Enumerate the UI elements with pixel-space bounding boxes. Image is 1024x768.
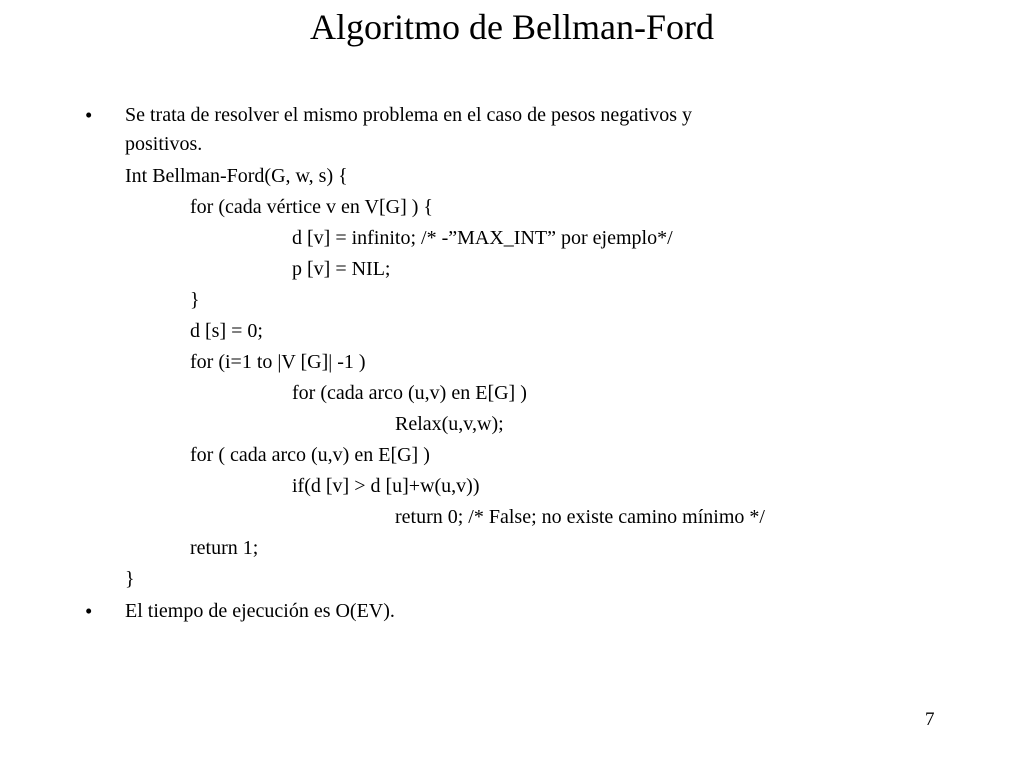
code-line: Relax(u,v,w); xyxy=(395,413,504,435)
bullet-marker: • xyxy=(85,103,93,127)
code-line: } xyxy=(125,568,135,590)
code-line: if(d [v] > d [u]+w(u,v)) xyxy=(292,475,480,497)
bullet-text-line: Se trata de resolver el mismo problema en el caso de pesos negativos y xyxy=(125,104,693,126)
bullet-text-line: positivos. xyxy=(125,133,203,155)
code-line: } xyxy=(190,289,200,311)
code-line: for ( cada arco (u,v) en E[G] ) xyxy=(190,444,430,466)
code-line: d [s] = 0; xyxy=(190,320,263,342)
code-line: Int Bellman-Ford(G, w, s) { xyxy=(125,165,348,187)
bullet-text-line: El tiempo de ejecución es O(EV). xyxy=(125,600,395,622)
bullet-marker: • xyxy=(85,599,93,623)
code-line: p [v] = NIL; xyxy=(292,258,391,280)
code-line: for (cada arco (u,v) en E[G] ) xyxy=(292,382,527,404)
code-line: return 0; /* False; no existe camino mínimo */ xyxy=(395,506,765,528)
page-number: 7 xyxy=(925,709,935,730)
code-line: for (cada vértice v en V[G] ) { xyxy=(190,196,433,218)
code-line: return 1; xyxy=(190,537,259,559)
code-line: d [v] = infinito; /* -”MAX_INT” por ejemplo*/ xyxy=(292,227,673,249)
slide-title: Algoritmo de Bellman-Ford xyxy=(310,7,714,47)
code-line: for (i=1 to |V [G]| -1 ) xyxy=(190,351,366,373)
